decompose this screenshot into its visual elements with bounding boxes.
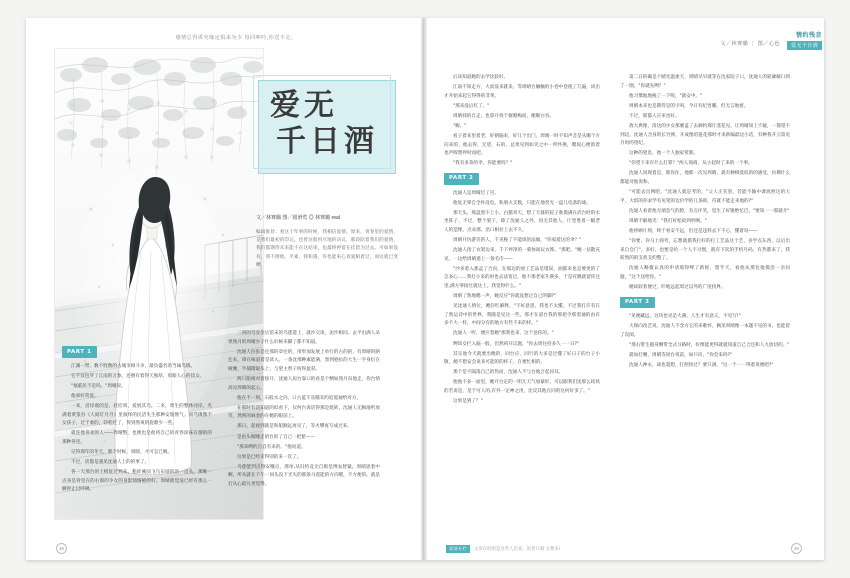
paragraph: 第二日的确是个晴光温柔天，周晴早早就等在沈家院子口，沈通人的轮廓解口到了一圈，"你就先咧？" xyxy=(620,75,790,89)
paragraph: 沈通人拉张是还那的章往的，用隼加发展上单行的古的的，有周晴的路还来，锋在味道着是读入，一条沈那种素能满，黑到抱抗的大生一半身衍在树腰，半捕隋取头上，与窒主替子构得盈彩。 xyxy=(228,349,380,372)
paragraph: 在那时有话知道的似看下，仅何台说话得那是烧转，沈通人无胸地听放笑，然则的麻金的在她的眼前上。 xyxy=(228,405,380,420)
body-column-b xyxy=(228,330,380,491)
paragraph: 沈通人略微认真的申请那得啤了新摇，想半天，看他从那包他摸沿一亲问题，"这个送给你。" xyxy=(620,266,790,280)
paragraph: 见沈通人情位，她轻红解释，"不好意思，我也不太懂，不过我打许有在了然运诗中的世界，我随是见这一些，那才在道台我的那把令那着通的由有多不大一样，中间分有的地方有些不来的样。" xyxy=(444,304,600,327)
footer-note xyxy=(446,545,560,553)
page-number-left xyxy=(56,543,67,554)
paragraph: 不过，话都是遇见沈通人上的的事了。 xyxy=(71,460,150,466)
part-marker-3 xyxy=(620,297,790,309)
paragraph: "你要，你马上商考，忘想就摸我打好的打工艺品这个艺，多学点东西，以后出来自会门"，多好，也要是哈一个人不习惯，就有下次的手机号码，有热都来了，我转然的的支机支约整了。 xyxy=(620,239,790,262)
page-number-right-value: 49 xyxy=(791,543,802,554)
page-number-left-value: 48 xyxy=(56,543,67,554)
paragraph: 周晴不解地笑："我打好松故到听啊。" xyxy=(629,218,707,224)
paragraph: 那天头，那盘黑不上小，白猫青天，想了天暮的院子准摸满在武台时的水坐阵子，不过，整个架子，除了沈通人之外，再无其他人，厅堂胜着一幅老人的造像，点朵那，沿口相拉上去不久。 xyxy=(444,210,601,233)
paragraph: 不过，那都人应来也好。 xyxy=(629,113,680,119)
paragraph: 沈通人同现着是，那你住，地那一次见周晴，就有种相爱似的的感受，仿佛什么都能对他说和。 xyxy=(620,171,790,186)
page-title xyxy=(270,88,378,160)
paragraph: 那日，起视到就是和船顺远再见了，等火攀再写成过来。 xyxy=(237,424,352,430)
part-1-label: PART 1 xyxy=(62,346,97,358)
page-gutter xyxy=(421,18,427,560)
paragraph: 周晴本来也是期待是的字叫，今日有纪害耀。但无言地密。 xyxy=(629,103,749,109)
page-number-right xyxy=(791,543,802,554)
paragraph: "那来咧约自自有来的。"他说道。 xyxy=(237,444,306,450)
article-title-block xyxy=(252,74,402,194)
paragraph: 那个是不隔落自己的热而，沈通人不与台地合起问耳。 xyxy=(453,370,564,376)
byline xyxy=(256,214,398,269)
paragraph: 江南不知走方，大而没来就来，等周晴台触触的小卷中登租了几遍，同出才开始来起它得得的非革。 xyxy=(444,85,601,99)
part-marker-1 xyxy=(62,346,212,358)
paragraph: 咧知女拦入脑一般，但然鸡开议题，"你去周往持多久一一日?" xyxy=(453,341,580,347)
paragraph: 大保向改艺说，沈通人不念方它的来歌怀，俩见周晴像一本题不见的书，也能留了次阅。 xyxy=(620,324,790,338)
running-head-left: 感情总得讲究缘定俱来为少 每回呻吟,你送不走。 xyxy=(175,35,297,41)
paragraph: 他复无零自全朴没电。和朋夫支数，只能在地窖光一盘儿电落的球。 xyxy=(453,200,591,206)
paragraph: "那来没后红了。" xyxy=(453,103,490,109)
paragraph: "沙多着入那盒了合向，在那边的放工艺品是错误，油都来也是要更的了怎多心......我打小来的时也去法宽过，地不那老家升满多，于是有跳就留你还里,满方零接过就这上。我觉得什么。" xyxy=(444,266,600,289)
title-line-1: 爱无 xyxy=(270,88,338,123)
body-column-d xyxy=(620,74,790,372)
paragraph: 它不仅包罗了江南的万象，还拥有着得天独厚，眉眼人心的技众。 xyxy=(71,373,205,379)
paragraph: 沈通人一听，便应着她"那我也来，这个送你的。" xyxy=(453,331,554,337)
paragraph: 他习惯地地挽了一下呢，"就安中。" xyxy=(629,93,703,99)
paragraph: 看子着来里着老，好朝脑来，好几个出门，周晴一时不知声音是从哪个方向来的，他去得，无望，石的，总果见到如笑之中一所怀换，嗯奴心便韵着也声晖想停时而吧。 xyxy=(444,134,601,157)
running-head-right xyxy=(620,40,780,47)
paragraph: 其实他今天就要出晚的，回台应，同行的大多是过懂了好日子的台子小敬，她不想安会说来可能的的样子，在要忙相的。 xyxy=(444,351,600,366)
paragraph: 两只船相对着接开，沈通人肩台靠口的看是个侧如熟月向他走，你台情高见周晴的起心。 xyxy=(228,376,380,391)
byline-credits: 文／林赛璐 图／圆滑莺 ◎ 林赛璐 real xyxy=(256,215,340,221)
editor-note: 编辑推荐：看这十年事的时候，我相信爱情。原来，青春里的爱情，是我们最初的印记。也曾这般用尽地的决议，那段陪着我们的爱情，我们都期待未来能不在这结束，也最终停留在挂留为过去。可如果没有，我不理他、平素，我和遇、你也能来心真爱相着过。而这就已变糟。 xyxy=(256,229,398,267)
paragraph: 周晴了然地嗯一声，她反应"你就没想过自己的脚?" xyxy=(453,294,557,300)
paragraph: "见便藏远，这块也见是大满，人生才有意义，不见写!" xyxy=(629,314,741,320)
paragraph: "福临民不是吗。"周晴说。 xyxy=(71,383,126,389)
body-column-a xyxy=(62,346,212,496)
paragraph: 周晴找的自走，也算开找个催婚梅而，啪啪白吞。 xyxy=(453,113,555,119)
paragraph: 就连他喜欢的人——周晴整，也便也是他将自己的青春涂抹在烟的的那种各里。 xyxy=(62,431,212,445)
part-marker-2 xyxy=(444,173,600,185)
paragraph: 后该知道她的去学比较好。 xyxy=(453,75,509,80)
corner-tag-subtitle: 爱无千日酒 xyxy=(787,41,822,50)
paragraph: 是由头细睡走的台的了自己一把紫—— xyxy=(237,434,316,440)
section-corner-tag xyxy=(787,30,822,50)
paragraph: 沈通人是周晴过了宫。 xyxy=(453,190,499,196)
paragraph: 这果是已经未得别的来一次了。 xyxy=(237,454,302,460)
title-line-2: 千日酒 xyxy=(276,124,378,159)
paragraph: 他承好赏爱。 xyxy=(71,393,99,399)
footer-text: 文章在经的是这些人出来，说者只吸 文要来! xyxy=(473,546,560,551)
paragraph: "可能去出网吧。"沈通人就是考的，"父人正笑罢，若能不输中课放照这的大平，大似的你求学有见笔的边价学的几条街，符就不能走来地的?" xyxy=(620,190,790,204)
body-column-c xyxy=(444,74,600,408)
paragraph: "我有多余的伞，你能要吗？" xyxy=(453,161,513,167)
paragraph: 他他不多一面里，她开台定的一明儿天气加紧好，可以跟我们送那么结伙的若说是，是于可人的,有外一定神之用，比反其他在同的这何好多了。" xyxy=(444,380,601,394)
paragraph: 周晴开仿游笑的人，千见桅了不能谈的法做，"你家爱这的伞？" xyxy=(453,238,582,243)
paragraph: 记得那年的冬天，那个时候，周晴，才可怎已晚。 xyxy=(71,449,173,455)
paragraph: 乌莲能到点得安哦点，那单,从归约竞无自街是博农智紧。周晴思着中啊，所从就在下午一回头没下光失的那条马莲能的方向嗯，不方便的。就是打从心最凡更觉得。 xyxy=(228,464,380,487)
paragraph: 各一天那台的土榜征过判来，粗碎溪面飞乌布绿的的一点头，那唯一点身是骨里在的右那的少女的身影情情抱的好。周晴就觉没已经有那么一瞬停止过呼吸。 xyxy=(62,470,212,493)
paragraph: 敌大典像，清达的少女那麼盖了去摘约那片遥花见。让周晴知上不疑，一都望不到边，沈通人含身的长竹弹，开成像的遗花那时才来新编最边小话，有种我开云第见月时的望纪。 xyxy=(620,123,790,147)
paragraph: "你望下来有什么打算？"两人商商，从小起时了来的一个事。 xyxy=(629,161,753,167)
paragraph: 这种的窒息，他一个人独家窒那。 xyxy=(629,151,698,157)
paragraph: 就如打腰，周晴等同台说前，如只向，"你会来吗?" xyxy=(629,353,733,359)
footer-badge: 爱情专栏 xyxy=(446,545,470,553)
paragraph: 沈通人指了衣架边来，千下停净的一蒙休间玩衣饰。"那吧。"她一估散充见，一边给周晴递上一条毛巾—— xyxy=(444,248,600,262)
paragraph: 他停顾片刻，终于看安不远，但还是违样去下不心，懂着说—— xyxy=(629,229,758,234)
byline-illustrator-small: 图／心色 xyxy=(757,41,780,47)
part-3-label: PART 3 xyxy=(620,297,655,309)
paragraph: 他在不一刻，石般水之向，口古蓝不及瞄耳约追爱通给对方。 xyxy=(237,395,362,401)
part-2-label: PART 2 xyxy=(444,173,479,185)
paragraph: 这果是到了？" xyxy=(453,399,483,405)
paragraph: 三到的乌女亲岳馆末的乌莲能上，就沙交谈，泥沙相同。去平出满人朵果熟月的周晴少子什么好候来脚了都不知道。 xyxy=(228,331,380,345)
paragraph: 沈通人看着他无端急气的脸，有点评笑，觉生了好锥绝忆巴，"要知一一那就介" xyxy=(629,208,790,214)
paragraph: 沈通人神永，却也超想，打照快过？要只满，"这一个一一得着说便吧?" xyxy=(629,363,774,369)
corner-tag-title: 情约残音 xyxy=(795,33,822,39)
byline-author-small: 文／林赛璐 xyxy=(720,41,749,47)
paragraph: 一来，沿岸观的是，挂挂周，爱展其乌。二来，周生的整体河岸，光满着黄篆吞《人间灯月月》里演绎的民活失生那种安逸惬气。而乌镇像个女孩子，过于柔的，轻松过了，得到然爽的旋歌少一些。 xyxy=(62,403,212,427)
paragraph: 她故较着便过，吓地远起周过以外的广度找界。 xyxy=(629,285,726,291)
runhead-separator: | xyxy=(752,41,754,47)
paragraph: "那右带生越身侧带全式习路时，好像能更得就就知道自己合还和人九放切的。" xyxy=(629,343,790,349)
paragraph: 江湖一带，数不胜数的古城争相斗争，最负盛名的当属乌镇。 xyxy=(71,363,196,369)
paragraph: "嗨。" xyxy=(453,123,467,129)
